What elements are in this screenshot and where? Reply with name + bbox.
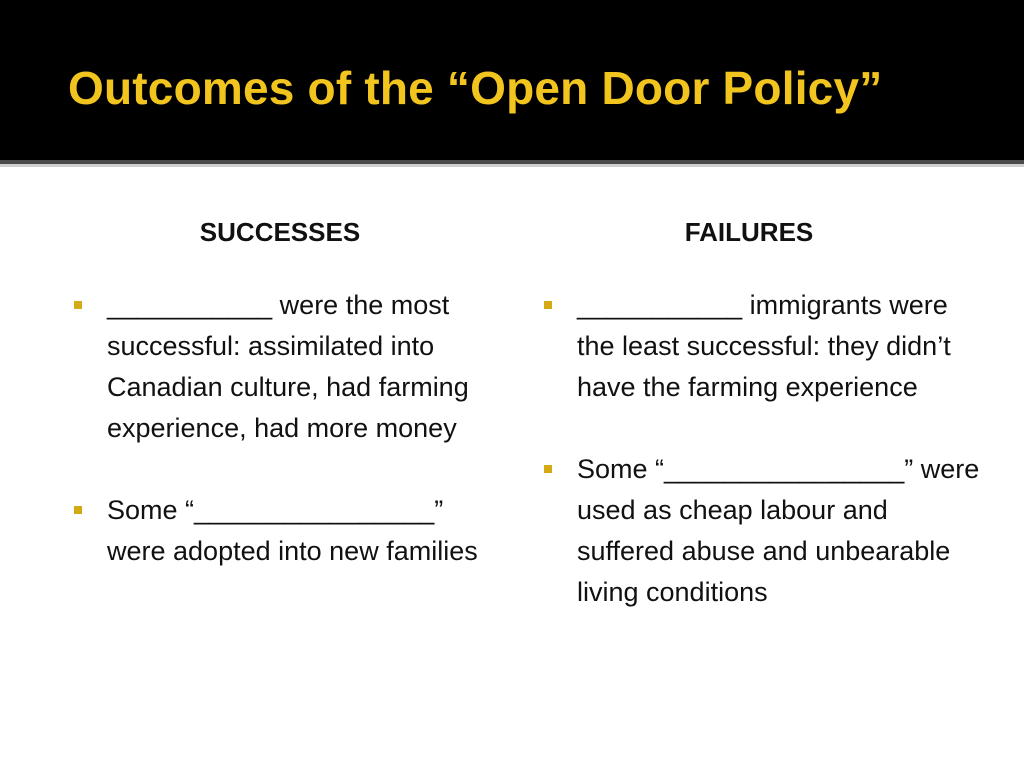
list-item <box>540 285 980 408</box>
successes-heading: SUCCESSES <box>199 217 361 247</box>
failures-heading: FAILURES <box>684 217 814 247</box>
square-bullet-icon <box>74 506 82 514</box>
list-item <box>70 285 500 449</box>
list-item <box>540 449 980 613</box>
failures-list <box>540 285 980 654</box>
list-item-text: ___________ immigrants were the least successful: they didn’t have the farming experience <box>577 290 951 402</box>
title-divider-shadow <box>0 164 1024 167</box>
list-item-text: Some “________________” were adopted into new families <box>107 495 478 566</box>
list-item-text: ___________ were the most successful: assimilated into Canadian culture, had farming experience, had more money <box>107 290 469 443</box>
list-item <box>70 490 500 572</box>
slide-title: Outcomes of the “Open Door Policy” <box>68 62 883 114</box>
square-bullet-icon <box>74 301 82 309</box>
list-item-text: Some “________________” were used as cheap labour and suffered abuse and unbearable living conditions <box>577 454 980 607</box>
square-bullet-icon <box>544 301 552 309</box>
square-bullet-icon <box>544 465 552 473</box>
successes-list <box>70 285 500 613</box>
title-bar <box>0 0 1024 160</box>
